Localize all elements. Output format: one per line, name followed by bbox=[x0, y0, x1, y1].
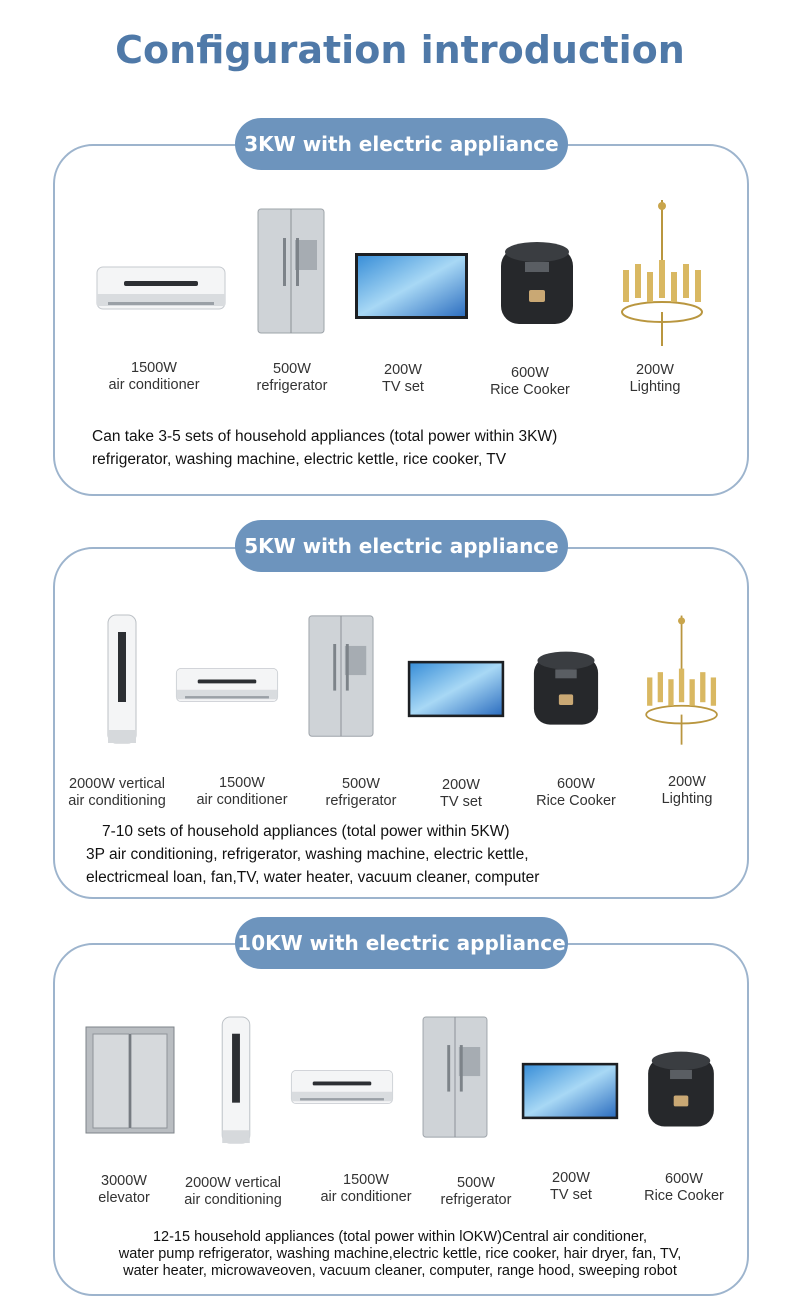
section-3kw-description: Can take 3-5 sets of household appliances (total power within 3KW) refrigerator, washing machine, electric kettle, rice cooker, TV bbox=[92, 428, 558, 468]
refrigerator-icon bbox=[257, 208, 325, 336]
chandelier-icon bbox=[615, 200, 710, 348]
elevator-icon bbox=[85, 1026, 175, 1134]
appliance-label: 2000W vertical air conditioning bbox=[184, 1175, 282, 1208]
section-3kw-heading: 3KW with electric appliance bbox=[235, 118, 568, 170]
appliance-label: 500W refrigerator bbox=[440, 1175, 512, 1208]
appliance-label: 1500W air conditioner bbox=[108, 360, 200, 393]
split-ac-icon bbox=[96, 264, 226, 312]
rice-cooker-icon bbox=[644, 1048, 718, 1132]
tv-icon bbox=[354, 252, 469, 320]
appliance-label: 600W Rice Cooker bbox=[536, 776, 616, 809]
tv-icon bbox=[406, 660, 506, 718]
vertical-ac-icon bbox=[107, 614, 137, 746]
rice-cooker-icon bbox=[530, 648, 602, 730]
appliance-label: 1500W air conditioner bbox=[196, 775, 288, 808]
appliance-label: 600W Rice Cooker bbox=[644, 1171, 724, 1204]
refrigerator-icon bbox=[308, 614, 374, 740]
appliance-label: 200W TV set bbox=[550, 1170, 592, 1203]
section-10kw-description: 12-15 household appliances (total power within lOKW)Central air conditioner, water pump refrigerator, washing machine,electric kettle, rice cooker, hair dryer, fan, TV, water heater, microwaveoven, vacuum cleaner, computer, range hood, sweeping robot bbox=[118, 1229, 682, 1279]
section-10kw-heading: 10KW with electric appliance bbox=[235, 917, 568, 969]
appliance-label: 500W refrigerator bbox=[325, 776, 397, 809]
split-ac-icon bbox=[289, 1068, 395, 1106]
appliance-label: 600W Rice Cooker bbox=[490, 365, 570, 398]
appliance-label: 500W refrigerator bbox=[256, 361, 328, 394]
appliance-label: 2000W vertical air conditioning bbox=[68, 776, 166, 809]
appliance-label: 200W TV set bbox=[440, 777, 482, 810]
section-5kw-heading: 5KW with electric appliance bbox=[235, 520, 568, 572]
tv-icon bbox=[520, 1062, 620, 1120]
appliance-label: 1500W air conditioner bbox=[320, 1172, 412, 1205]
appliance-label: 200W Lighting bbox=[629, 362, 681, 395]
appliance-label: 200W Lighting bbox=[661, 774, 713, 807]
appliance-label: 200W TV set bbox=[382, 362, 424, 395]
appliance-label: 3000W elevator bbox=[98, 1173, 150, 1206]
section-5kw-description: 7-10 sets of household appliances (total power within 5KW) 3P air conditioning, refrigerator, washing machine, electric kettle, electricmeal loan, fan,TV, water heater, vacuum cleaner, computer bbox=[86, 823, 540, 886]
vertical-ac-icon bbox=[221, 1016, 251, 1146]
rice-cooker-icon bbox=[497, 238, 577, 330]
page-title: Configuration introduction bbox=[115, 28, 685, 72]
chandelier-icon bbox=[640, 614, 724, 748]
refrigerator-icon bbox=[422, 1016, 488, 1140]
split-ac-icon bbox=[174, 666, 280, 704]
